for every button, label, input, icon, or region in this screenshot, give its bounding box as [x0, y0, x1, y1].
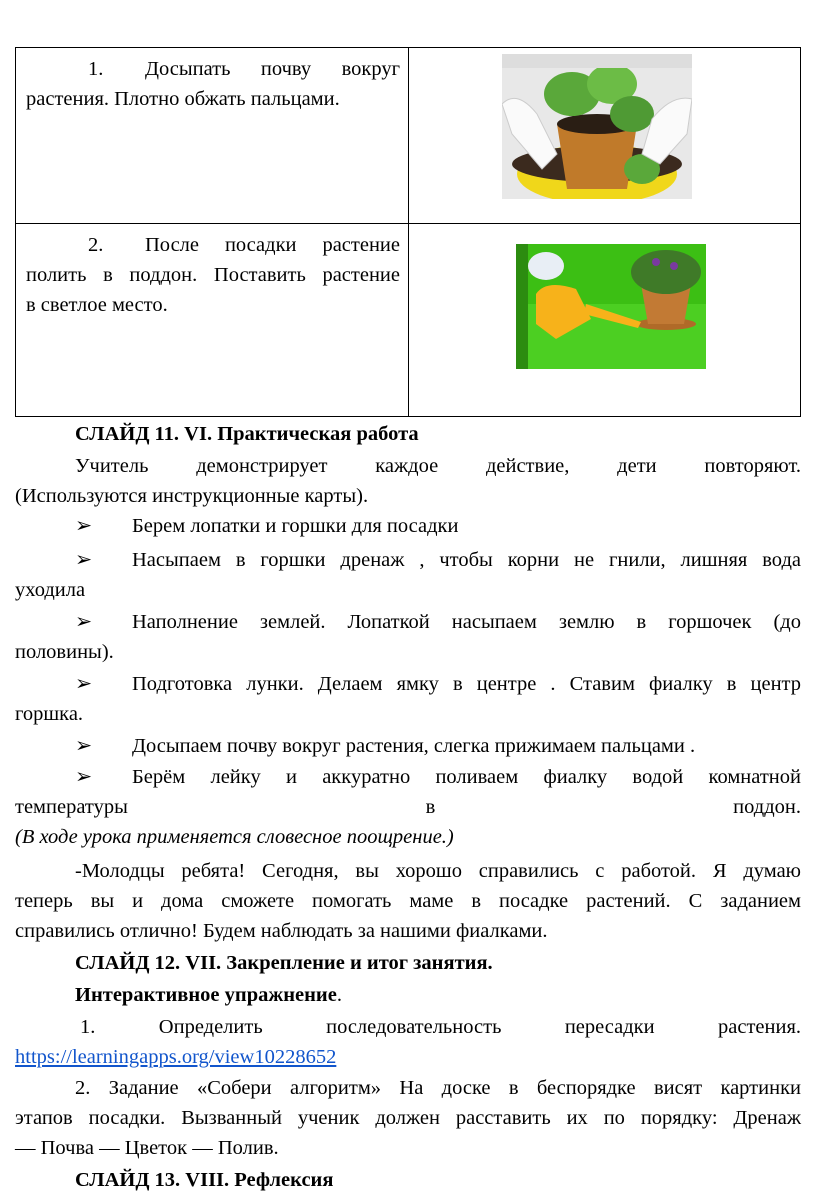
list-item: ➢ Наполнение землей. Лопаткой насыпаем землю в горшочек (до: [15, 607, 801, 637]
paragraph: -Молодцы ребята! Сегодня, вы хорошо справились с работой. Я думаю: [75, 860, 801, 882]
paragraph: — Почва — Цветок — Полив.: [15, 1137, 279, 1159]
paragraph: этапов посадки. Вызванный ученик должен расставить их по порядку: Дренаж: [15, 1107, 801, 1129]
slide12-heading: СЛАЙД 12. VII. Закрепление и итог занятия.: [75, 952, 493, 974]
note: (В ходе урока применяется словесное поощрение.): [15, 826, 454, 848]
slide11-heading: СЛАЙД 11. VI. Практическая работа: [75, 423, 419, 445]
table-row: [16, 48, 801, 224]
paragraph: (Используются инструкционные карты).: [15, 485, 369, 507]
step-text: Досыпать почву вокруг: [145, 58, 400, 80]
slide13-heading: СЛАЙД 13. VIII. Рефлексия: [75, 1169, 334, 1191]
step-number: 1.: [88, 58, 104, 80]
step-text: растения. Плотно обжать пальцами.: [26, 88, 340, 110]
hands-planting-violet-photo: [502, 54, 692, 199]
step-text: После посадки растение: [145, 234, 400, 256]
list-item-cont: уходила: [15, 579, 86, 601]
arrow-bullet-icon: ➢: [75, 766, 93, 788]
list-item: ➢ Насыпаем в горшки дренаж , чтобы корни не гнили, лишняя вода: [15, 545, 801, 575]
watering-can-violet-photo: [516, 244, 706, 369]
step-text: полить в поддон. Поставить растение: [26, 264, 400, 286]
arrow-bullet-icon: ➢: [75, 611, 93, 633]
learningapps-link[interactable]: https://learningapps.org/view10228652: [15, 1046, 337, 1068]
step-text: в светлое место.: [26, 294, 168, 316]
list-item-cont: температуры в поддон.: [15, 796, 801, 818]
step-number: 2.: [88, 234, 104, 256]
subheading: Интерактивное упражнение.: [75, 984, 342, 1006]
list-item: ➢ Берём лейку и аккуратно поливаем фиалку водой комнатной: [15, 762, 801, 792]
arrow-bullet-icon: ➢: [75, 549, 93, 571]
arrow-bullet-icon: ➢: [75, 735, 93, 757]
table-cell-image: [409, 224, 801, 417]
paragraph: Учитель демонстрирует каждое действие, дети повторяют.: [75, 455, 801, 477]
table-cell-text: [16, 224, 409, 417]
paragraph: справились отлично! Будем наблюдать за нашими фиалками.: [15, 920, 548, 942]
arrow-bullet-icon: ➢: [75, 673, 93, 695]
table-cell-text: [16, 48, 409, 224]
arrow-bullet-icon: ➢: [75, 515, 93, 537]
paragraph: 2. Задание «Собери алгоритм» На доске в беспорядке висят картинки: [75, 1077, 801, 1099]
table-row: [16, 224, 801, 417]
list-item: ➢ Берем лопатки и горшки для посадки: [15, 511, 801, 541]
paragraph: 1. Определить последовательность пересадки растения.: [80, 1016, 801, 1038]
instruction-table: [15, 47, 801, 417]
list-item: ➢ Досыпаем почву вокруг растения, слегка прижимаем пальцами .: [15, 731, 801, 761]
list-item-cont: горшка.: [15, 703, 84, 725]
paragraph: теперь вы и дома сможете помогать маме в посадке растений. С заданием: [15, 890, 801, 912]
list-item-cont: половины).: [15, 641, 114, 663]
table-cell-image: [409, 48, 801, 224]
list-item: ➢ Подготовка лунки. Делаем ямку в центре . Ставим фиалку в центр: [15, 669, 801, 699]
